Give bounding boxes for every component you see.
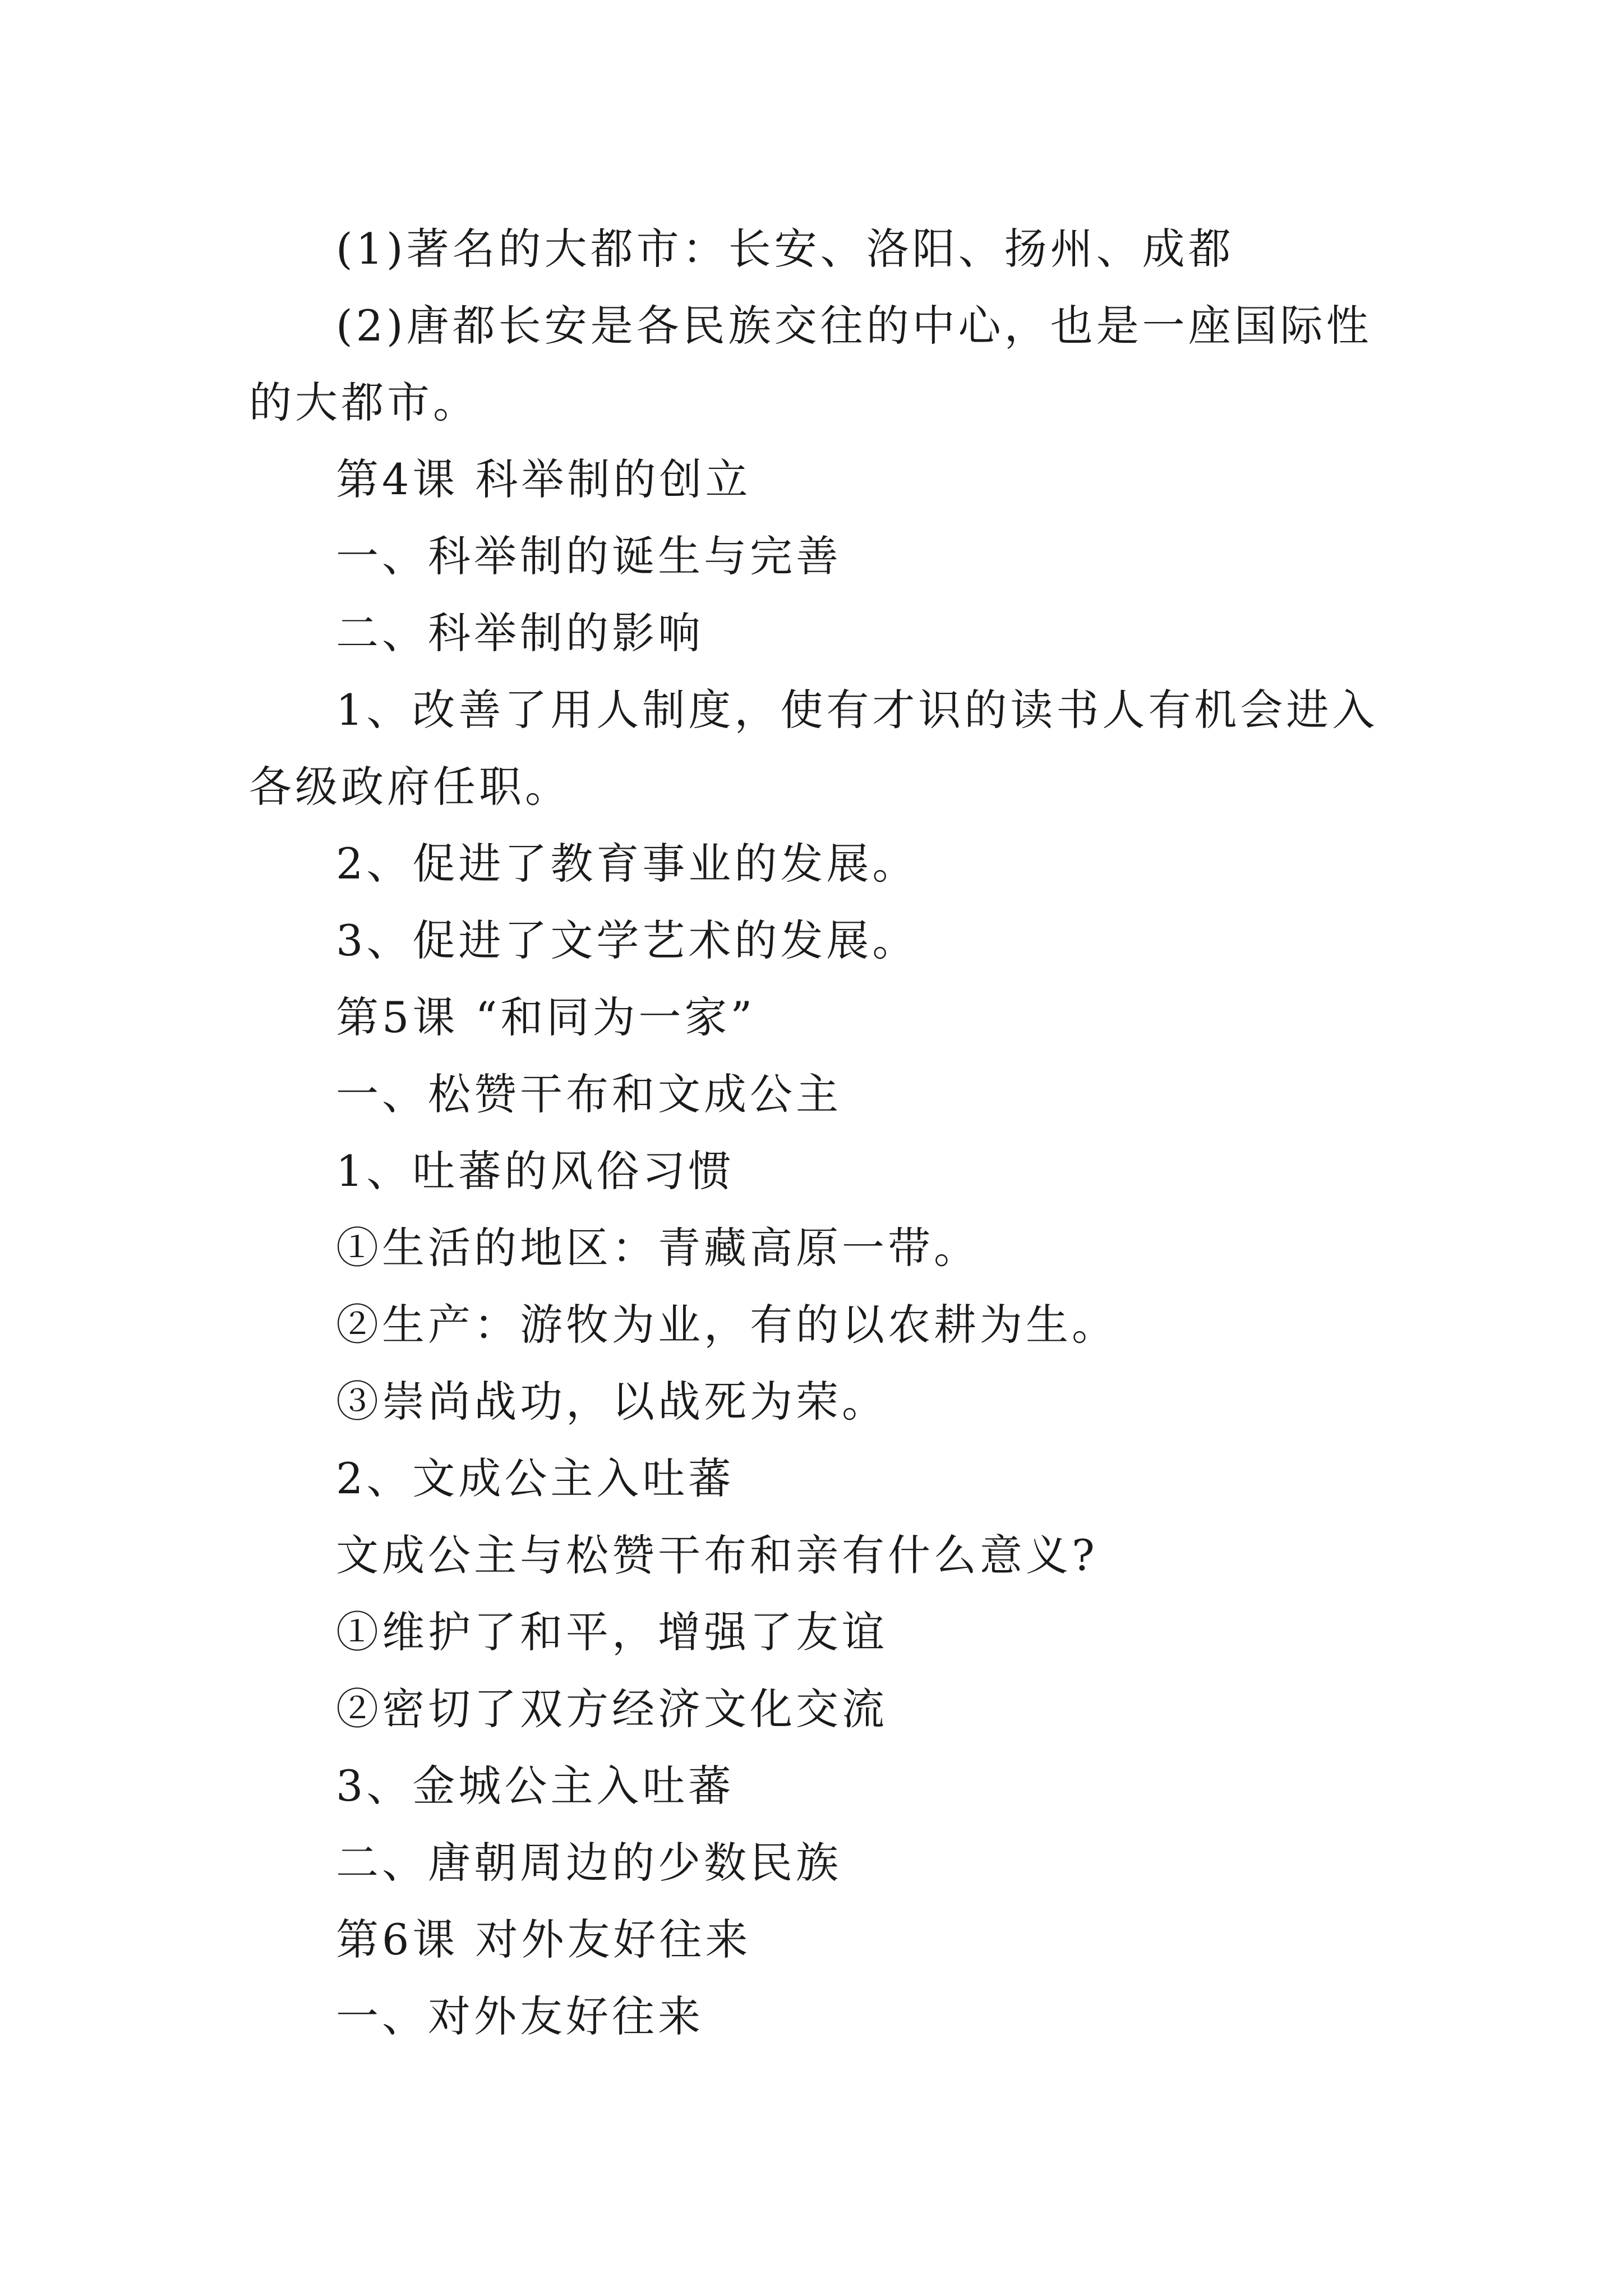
lesson-4-heading: 第4课 科举制的创立 [336, 454, 751, 504]
paragraph-impact-2: 2、促进了教育事业的发展。 [336, 839, 919, 889]
subheading-jincheng: 3、金城公主入吐蕃 [336, 1761, 735, 1811]
section-heading-songtsen: 一、松赞干布和文成公主 [336, 1069, 842, 1119]
list-item-production: ②生产：游牧为业，有的以农耕为生。 [336, 1300, 1118, 1350]
paragraph-impact-1: 1、改善了用人制度，使有才识的读书人有机会进入各级政府任职。 [249, 685, 1378, 812]
paragraph-cities: (1)著名的大都市：长安、洛阳、扬州、成都 [336, 224, 1234, 274]
list-item-military: ③崇尚战功，以战死为荣。 [336, 1377, 888, 1427]
lesson-6-heading: 第6课 对外友好往来 [336, 1915, 751, 1964]
subheading-tubo-customs: 1、吐蕃的风俗习惯 [336, 1146, 735, 1196]
section-heading-minorities: 二、唐朝周边的少数民族 [336, 1838, 842, 1888]
lesson-5-heading: 第5课 “和同为一家” [336, 992, 756, 1042]
question-marriage-meaning: 文成公主与松赞干布和亲有什么意义? [336, 1530, 1098, 1580]
paragraph-impact-3: 3、促进了文学艺术的发展。 [336, 915, 919, 965]
paragraph-changan: (2)唐都长安是各民族交往的中心，也是一座国际性的大都市。 [249, 301, 1372, 427]
section-heading-foreign-relations: 一、对外友好往来 [336, 1991, 704, 2041]
section-heading-keju-birth: 一、科举制的诞生与完善 [336, 531, 842, 581]
subheading-wencheng: 2、文成公主入吐蕃 [336, 1453, 735, 1503]
document-body [249, 210, 1387, 2055]
section-heading-keju-impact: 二、科举制的影响 [336, 608, 704, 658]
list-item-exchange: ②密切了双方经济文化交流 [336, 1684, 888, 1734]
list-item-peace: ①维护了和平，增强了友谊 [336, 1607, 888, 1657]
list-item-region: ①生活的地区：青藏高原一带。 [336, 1223, 980, 1273]
